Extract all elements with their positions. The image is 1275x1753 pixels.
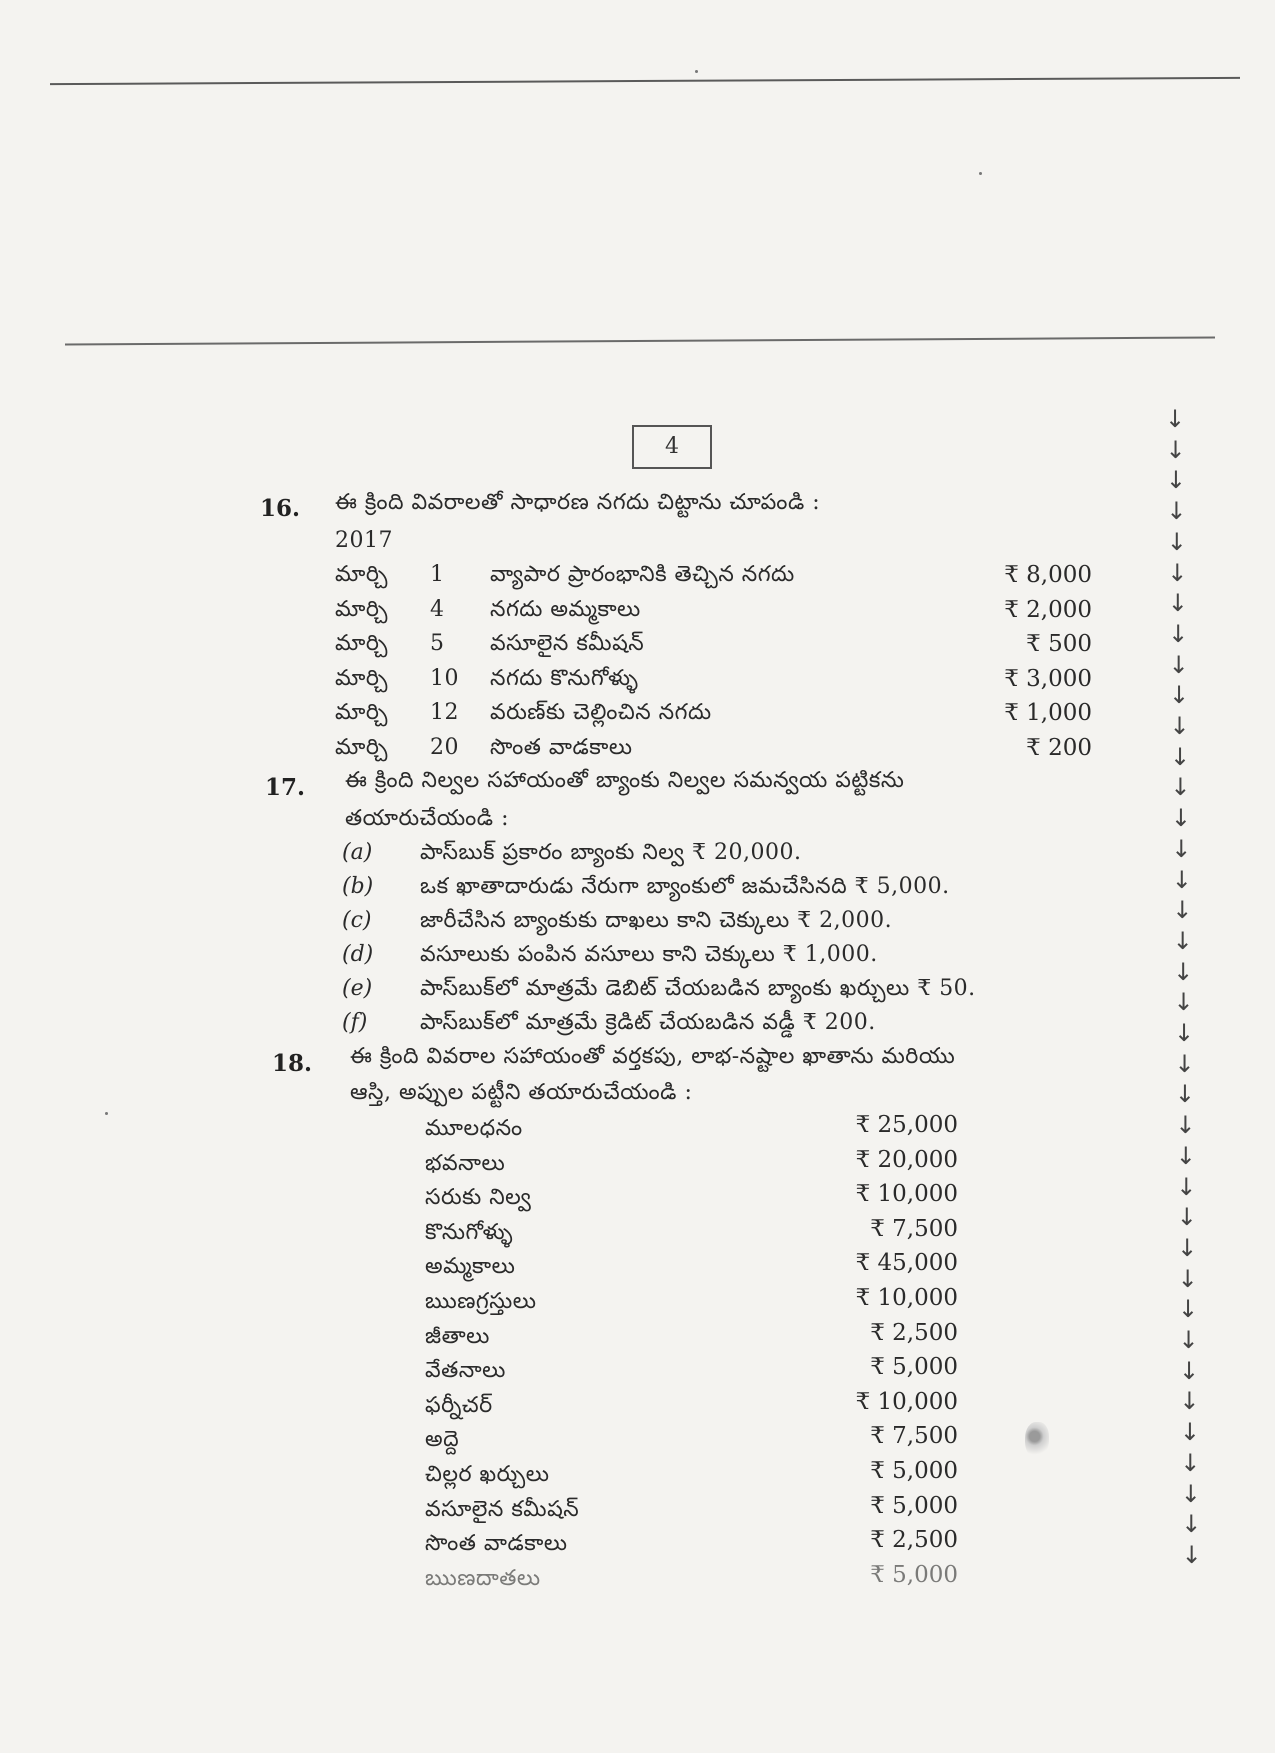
down-arrow-icon: ↓ — [1174, 1019, 1195, 1047]
ledger-item-name: ఫర్నీచర్ — [425, 1392, 493, 1418]
row-amount: ₹ 2,000 — [1004, 596, 1092, 623]
down-arrow-icon: ↓ — [1167, 558, 1188, 587]
row-month: మార్చి — [335, 631, 388, 656]
row-month: మార్చి — [335, 734, 388, 760]
ink-blot — [1025, 1422, 1049, 1458]
item-text: పాస్‌బుక్ ప్రకారం బ్యాంకు నిల్వ ₹ 20,000. — [420, 840, 802, 865]
down-arrow-icon: ↓ — [1175, 1111, 1196, 1140]
down-arrow-icon: ↓ — [1166, 527, 1187, 556]
row-amount: ₹ 1,000 — [1004, 700, 1092, 726]
row-month: మార్చి — [335, 700, 388, 725]
ledger-item-name: ఋణగ్రస్తులు — [425, 1289, 537, 1314]
row-month: మార్చి — [335, 665, 388, 691]
down-arrow-icon: ↓ — [1165, 435, 1186, 464]
ledger-item-amount: ₹ 20,000 — [855, 1146, 958, 1173]
down-arrow-icon: ↓ — [1176, 1203, 1197, 1232]
ledger-item-name: అద్దె — [425, 1427, 460, 1453]
row-description: వ్యాపార ప్రారంభానికి తెచ్చిన నగదు — [490, 562, 795, 587]
down-arrow-icon: ↓ — [1171, 865, 1192, 894]
down-arrow-icon: ↓ — [1168, 650, 1189, 679]
question-16-text: ఈ క్రింది వివరాలతో సాధారణ నగదు చిట్టాను చూపండి : — [335, 490, 821, 515]
row-day: 12 — [430, 700, 459, 725]
ledger-item-name: ఋణదాతలు — [425, 1565, 541, 1591]
down-arrow-icon: ↓ — [1170, 804, 1191, 833]
ledger-item-name: జీతాలు — [425, 1323, 490, 1349]
speck — [105, 1112, 108, 1115]
ledger-item-name: సరుకు నిల్వ — [425, 1185, 532, 1211]
ledger-item-name: అమ్మకాలు — [425, 1254, 516, 1280]
question-17-line1: ఈ క్రింది నిల్వల సహాయంతో బ్యాంకు నిల్వల సమన్వయ పట్టికను — [345, 768, 905, 793]
question-16-number: 16. — [260, 495, 301, 522]
down-arrow-icon: ↓ — [1174, 1080, 1195, 1109]
ledger-item-name: చిల్లర ఖర్చులు — [425, 1462, 550, 1487]
speck — [695, 70, 698, 73]
row-month: మార్చి — [335, 562, 388, 587]
down-arrow-icon: ↓ — [1172, 896, 1193, 925]
ledger-item-amount: ₹ 5,000 — [870, 1492, 958, 1519]
top-rule — [50, 77, 1240, 85]
row-day: 1 — [430, 562, 445, 587]
ledger-item-name: మూలధనం — [425, 1116, 523, 1141]
row-day: 4 — [430, 596, 445, 622]
question-17-line2: తయారుచేయండి : — [345, 806, 509, 831]
item-label: (a) — [342, 840, 373, 865]
item-text: ఒక ఖాతాదారుడు నేరుగా బ్యాంకులో జమచేసినది ₹ 5,000. — [420, 874, 950, 899]
row-amount: ₹ 500 — [1026, 631, 1092, 657]
down-arrow-icon: ↓ — [1178, 1356, 1200, 1385]
down-arrow-icon: ↓ — [1165, 405, 1186, 433]
row-day: 5 — [430, 631, 445, 656]
margin-arrows — [1165, 405, 1205, 1575]
down-arrow-icon: ↓ — [1178, 1295, 1199, 1324]
down-arrow-icon: ↓ — [1172, 926, 1193, 955]
row-day: 20 — [430, 734, 459, 760]
speck — [979, 172, 982, 175]
question-17-number: 17. — [265, 774, 306, 801]
row-amount: ₹ 200 — [1026, 734, 1092, 761]
ledger-item-amount: ₹ 5,000 — [870, 1458, 958, 1484]
ledger-item-amount: ₹ 2,500 — [870, 1527, 958, 1554]
row-description: నగదు అమ్మకాలు — [490, 596, 641, 622]
row-description: నగదు కొనుగోళ్ళు — [490, 665, 639, 691]
row-description: వరుణ్‌కు చెల్లించిన నగదు — [490, 700, 712, 725]
question-16-year: 2017 — [335, 528, 393, 553]
item-label: (f) — [342, 1010, 368, 1035]
down-arrow-icon: ↓ — [1173, 988, 1194, 1017]
item-text: జారీచేసిన బ్యాంకుకు దాఖలు కాని చెక్కులు ₹ 2,000. — [420, 908, 893, 933]
item-label: (c) — [342, 908, 372, 933]
down-arrow-icon: ↓ — [1174, 1049, 1195, 1078]
down-arrow-icon: ↓ — [1181, 1510, 1202, 1539]
down-arrow-icon: ↓ — [1171, 834, 1192, 863]
item-label: (b) — [342, 874, 374, 899]
item-text: పాస్‌బుక్‌లో మాత్రమే డెబిట్ చేయబడిన బ్యాంకు ఖర్చులు ₹ 50. — [420, 976, 976, 1001]
ledger-item-amount: ₹ 45,000 — [855, 1250, 958, 1277]
question-18-line2: ఆస్తి, అప్పుల పట్టీని తయారుచేయండి : — [350, 1080, 693, 1105]
ledger-item-amount: ₹ 5,000 — [870, 1561, 958, 1588]
ledger-item-amount: ₹ 25,000 — [855, 1112, 958, 1138]
ledger-item-name: కొనుగోళ్ళు — [425, 1219, 514, 1245]
down-arrow-icon: ↓ — [1177, 1233, 1198, 1262]
question-18-number: 18. — [272, 1050, 313, 1077]
ledger-item-amount: ₹ 7,500 — [870, 1423, 958, 1450]
ledger-item-amount: ₹ 10,000 — [855, 1388, 958, 1415]
item-text: పాస్‌బుక్‌లో మాత్రమే క్రెడిట్ చేయబడిన వడ్డీ ₹ 200. — [420, 1010, 876, 1035]
middle-rule — [65, 336, 1215, 345]
row-description: వసూలైన కమీషన్ — [490, 631, 645, 656]
ledger-item-name: సొంత వాడకాలు — [425, 1531, 568, 1557]
ledger-item-name: వసూలైన కమీషన్ — [425, 1496, 580, 1522]
down-arrow-icon: ↓ — [1166, 497, 1187, 526]
down-arrow-icon: ↓ — [1176, 1172, 1197, 1201]
ledger-item-name: భవనాలు — [425, 1150, 506, 1176]
down-arrow-icon: ↓ — [1170, 773, 1191, 802]
down-arrow-icon: ↓ — [1179, 1387, 1200, 1416]
question-18-line1: ఈ క్రింది వివరాల సహాయంతో వర్తకపు, లాభ-నష్టాల ఖాతాను మరియు — [350, 1044, 956, 1069]
ledger-item-amount: ₹ 10,000 — [855, 1181, 958, 1208]
ledger-item-amount: ₹ 10,000 — [855, 1285, 958, 1311]
down-arrow-icon: ↓ — [1169, 712, 1190, 740]
down-arrow-icon: ↓ — [1177, 1264, 1198, 1293]
item-label: (d) — [342, 942, 374, 967]
row-amount: ₹ 3,000 — [1004, 665, 1092, 692]
down-arrow-icon: ↓ — [1165, 466, 1186, 495]
down-arrow-icon: ↓ — [1169, 681, 1190, 710]
page-number: 4 — [632, 425, 712, 469]
down-arrow-icon: ↓ — [1178, 1326, 1199, 1354]
row-day: 10 — [430, 665, 459, 691]
row-amount: ₹ 8,000 — [1004, 562, 1092, 588]
down-arrow-icon: ↓ — [1168, 619, 1189, 648]
down-arrow-icon: ↓ — [1181, 1540, 1202, 1569]
down-arrow-icon: ↓ — [1180, 1448, 1201, 1477]
down-arrow-icon: ↓ — [1173, 957, 1194, 986]
item-label: (e) — [342, 976, 373, 1001]
ledger-item-amount: ₹ 2,500 — [870, 1319, 958, 1346]
item-text: వసూలుకు పంపిన వసూలు కాని చెక్కులు ₹ 1,000. — [420, 942, 878, 967]
row-description: సొంత వాడకాలు — [490, 734, 633, 760]
down-arrow-icon: ↓ — [1180, 1479, 1201, 1508]
down-arrow-icon: ↓ — [1179, 1418, 1200, 1447]
down-arrow-icon: ↓ — [1169, 742, 1191, 771]
down-arrow-icon: ↓ — [1175, 1141, 1196, 1170]
down-arrow-icon: ↓ — [1167, 589, 1188, 618]
ledger-item-amount: ₹ 5,000 — [870, 1354, 958, 1381]
ledger-item-amount: ₹ 7,500 — [870, 1215, 958, 1242]
row-month: మార్చి — [335, 596, 388, 622]
ledger-item-name: వేతనాలు — [425, 1358, 506, 1384]
